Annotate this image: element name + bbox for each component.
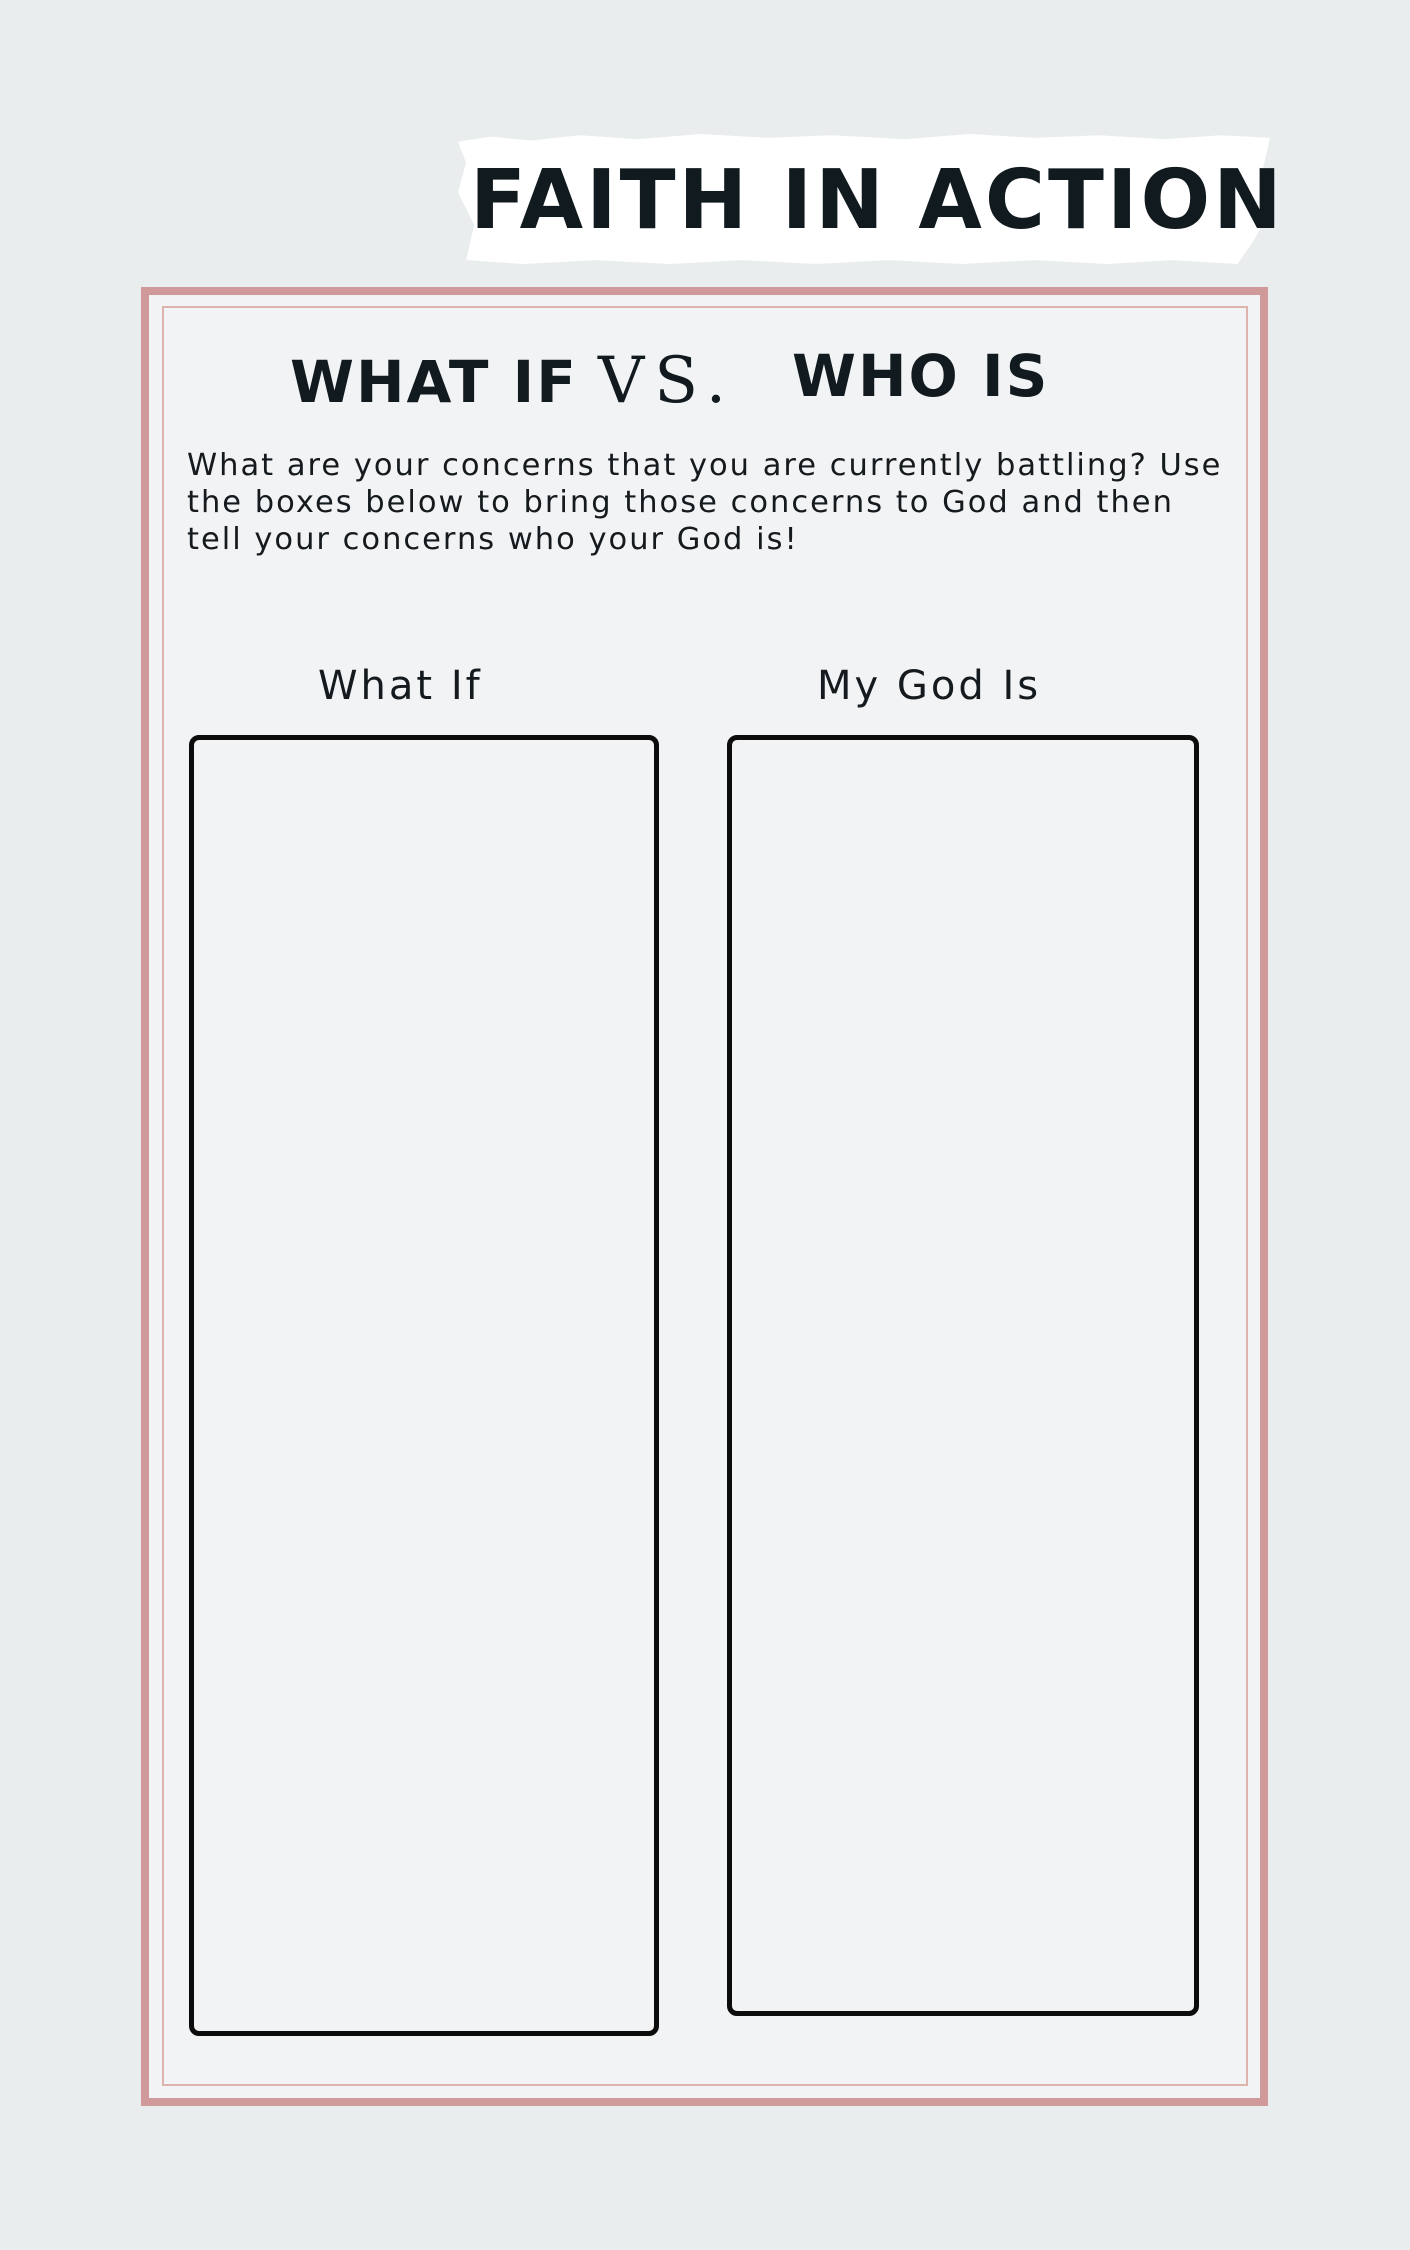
my-god-is-writing-box[interactable] bbox=[727, 735, 1199, 2016]
instructions-line: the boxes below to bring those concerns to God and then bbox=[187, 485, 1174, 520]
what-if-writing-box[interactable] bbox=[189, 735, 659, 2036]
instructions-text bbox=[187, 447, 1237, 558]
what-if-column-label: What If bbox=[318, 663, 483, 709]
instructions-line: What are your concerns that you are currently battling? Use bbox=[187, 448, 1223, 483]
worksheet-heading bbox=[0, 340, 1410, 420]
instructions-line: tell your concerns who your God is! bbox=[187, 522, 799, 557]
my-god-is-column-label: My God Is bbox=[817, 663, 1042, 709]
heading-who-is: WHO IS bbox=[792, 342, 1050, 410]
page-title: FAITH IN ACTION bbox=[470, 153, 1285, 248]
heading-what-if: WHAT IF bbox=[290, 348, 578, 416]
heading-vs: VS. bbox=[598, 344, 737, 418]
